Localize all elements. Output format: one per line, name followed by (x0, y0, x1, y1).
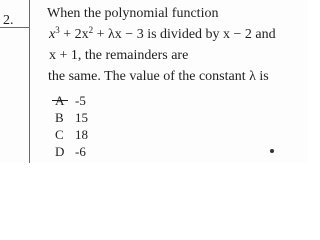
option-c-value: 18 (75, 127, 88, 142)
polynomial-term-x: x (49, 27, 56, 42)
option-b-value: 15 (75, 110, 88, 125)
option-c-letter: C (55, 127, 64, 142)
stem-line-1: When the polynomial function (47, 6, 219, 21)
stem-line-3: x + 1, the remainders are (49, 48, 189, 63)
option-b-letter: B (55, 110, 64, 125)
answer-options (55, 92, 88, 160)
stray-dot-mark (270, 149, 274, 153)
option-a[interactable] (55, 92, 88, 109)
option-d-value: -6 (75, 144, 86, 159)
strikeout-mark (52, 100, 68, 101)
option-d[interactable] (55, 143, 88, 160)
polynomial-term-2x: + 2x (59, 27, 89, 42)
stem-line-2 (47, 24, 302, 45)
option-d-letter: D (55, 144, 65, 159)
stem-line-4: the same. The value of the constant λ is (48, 69, 269, 84)
option-a-value: -5 (75, 93, 86, 108)
option-c[interactable] (55, 126, 88, 143)
exponent-3: 3 (55, 25, 60, 35)
question-number: 2. (3, 13, 14, 28)
polynomial-rest: + λx − 3 is divided by x − 2 and (93, 27, 276, 42)
question-stem (47, 3, 302, 87)
margin-vertical-rule (29, 0, 30, 163)
option-b[interactable] (55, 109, 88, 126)
exponent-2: 2 (88, 25, 94, 35)
